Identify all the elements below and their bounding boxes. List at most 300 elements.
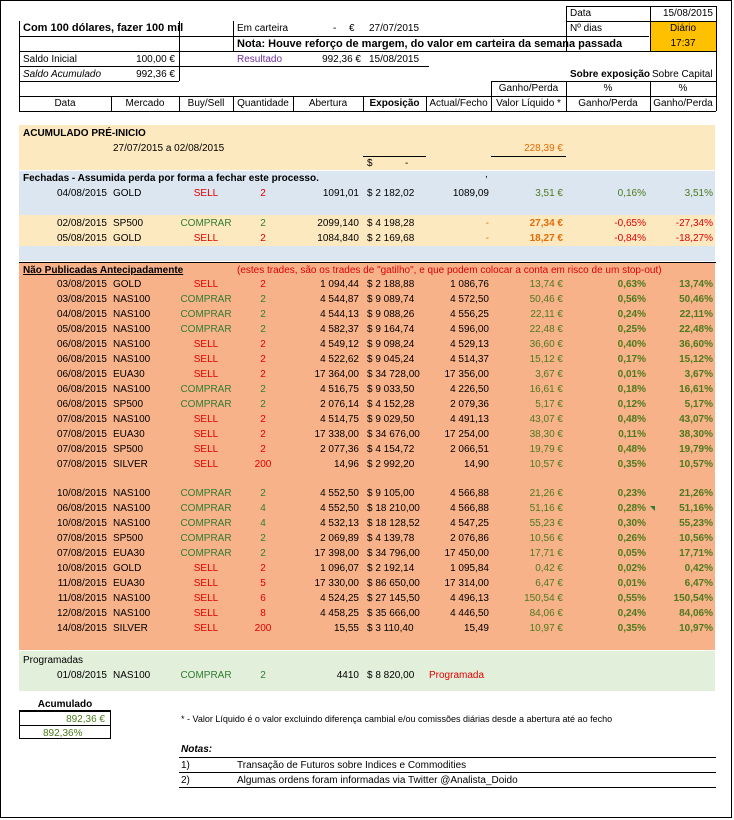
acumulado-label: Acumulado <box>37 699 93 710</box>
acumulado-pre-value: 228,39 € <box>524 143 563 154</box>
col-quantidade: Quantidade <box>237 98 289 109</box>
row-actual: 4 496,13 <box>450 593 489 604</box>
row-pct-exposicao: 0,55% <box>617 593 646 604</box>
comment-indicator <box>650 506 655 511</box>
row-date: 06/08/2015 <box>56 339 107 350</box>
programadas-date: 01/08/2015 <box>56 670 107 681</box>
row-abertura: 4 582,37 <box>320 324 359 335</box>
row-quantity: 2 <box>260 294 266 305</box>
row-pct-capital: 43,07% <box>679 414 713 425</box>
row-side: SELL <box>193 563 219 574</box>
table-row <box>1 457 734 472</box>
row-abertura: 17 398,00 <box>314 548 359 559</box>
sobre-exposicao-label: Sobre exposição <box>570 69 651 80</box>
row-actual: 4 529,13 <box>450 339 489 350</box>
row-pct-capital: 19,79% <box>679 444 713 455</box>
row-actual: 4 226,50 <box>450 384 489 395</box>
row-date: 10/08/2015 <box>56 518 107 529</box>
row-actual: 2 066,51 <box>450 444 489 455</box>
row-quantity: 6 <box>260 593 266 604</box>
row-date: 05/08/2015 <box>56 324 107 335</box>
row-pct-capital: 10,56% <box>679 533 713 544</box>
row-market: SP500 <box>113 399 144 410</box>
row-side: SELL <box>193 429 219 440</box>
row-exposicao: $ 35 666,00 <box>367 608 420 619</box>
row-quantity: 2 <box>260 324 266 335</box>
row-pct-capital: 51,16% <box>679 503 713 514</box>
row-side: COMPRAR <box>180 533 232 544</box>
table-row <box>1 216 734 231</box>
row-market: NAS100 <box>113 309 151 320</box>
row-date: 10/08/2015 <box>56 563 107 574</box>
row-pct-exposicao: 0,24% <box>617 309 646 320</box>
table-row <box>1 397 734 412</box>
row-valor-liquido: 22,11 € <box>530 309 563 320</box>
table-row <box>1 292 734 307</box>
table-row <box>1 621 734 636</box>
row-side: SELL <box>193 608 219 619</box>
sobre-capital-label: Sobre Capital <box>652 69 713 80</box>
row-pct-capital: 50,46% <box>679 294 713 305</box>
fechadas-title: Fechadas - Assumida perda por forma a fechar este processo. <box>23 173 319 184</box>
row-market: GOLD <box>113 279 142 290</box>
row-actual: 4 566,88 <box>450 488 489 499</box>
row-exposicao: $ 34 728,00 <box>367 369 420 380</box>
row-pct-capital: 38,30% <box>679 429 713 440</box>
row-pct-exposicao: 0,01% <box>617 369 646 380</box>
row-pct-exposicao: 0,11% <box>618 429 646 440</box>
row-pct-exposicao: 0,35% <box>617 623 646 634</box>
table-row <box>1 561 734 576</box>
row-side: COMPRAR <box>180 503 232 514</box>
row-quantity: 2 <box>260 384 266 395</box>
row-market: NAS100 <box>113 384 151 395</box>
data-label: Data <box>570 8 592 19</box>
row-pct-exposicao: 0,30% <box>617 518 646 529</box>
row-market: EUA30 <box>113 429 145 440</box>
row-exposicao: $ 2 992,20 <box>367 459 415 470</box>
row-pct-exposicao: 0,24% <box>617 608 646 619</box>
row-market: NAS100 <box>113 503 151 514</box>
table-row <box>1 186 734 201</box>
row-quantity: 2 <box>260 563 266 574</box>
programadas-row <box>1 668 734 683</box>
row-quantity: 2 <box>260 218 266 229</box>
pct-exposicao-label: % <box>603 83 613 94</box>
row-side: COMPRAR <box>180 294 232 305</box>
row-date: 10/08/2015 <box>56 488 107 499</box>
row-exposicao: $ 4 152,28 <box>367 399 415 410</box>
table-row <box>1 367 734 382</box>
table-row <box>1 382 734 397</box>
row-quantity: 2 <box>260 488 266 499</box>
row-valor-liquido: 16,61 € <box>529 384 563 395</box>
table-row <box>1 442 734 457</box>
row-quantity: 2 <box>260 429 266 440</box>
row-valor-liquido: 43,07 € <box>529 414 563 425</box>
row-side: SELL <box>193 444 219 455</box>
diario-label: Diário <box>669 23 697 34</box>
saldo-inicial-value: 100,00 € <box>136 54 175 65</box>
row-side: COMPRAR <box>180 309 232 320</box>
row-exposicao: $ 9 033,50 <box>367 384 415 395</box>
row-abertura: 4 544,87 <box>320 294 359 305</box>
pct-capital-label: % <box>678 83 688 94</box>
row-exposicao: $ 9 105,00 <box>367 488 415 499</box>
row-market: NAS100 <box>113 518 151 529</box>
row-exposicao: $ 3 110,40 <box>367 623 414 634</box>
row-side: SELL <box>193 578 219 589</box>
row-pct-capital: 3,67% <box>684 369 713 380</box>
row-actual: - <box>485 218 489 229</box>
row-valor-liquido: 18,27 € <box>529 233 563 244</box>
row-quantity: 2 <box>260 414 266 425</box>
row-quantity: 2 <box>260 339 266 350</box>
table-row <box>1 231 734 246</box>
table-row <box>1 322 734 337</box>
nota-2-text: Algumas ordens foram informadas via Twitter @Analista_Doido <box>237 775 518 786</box>
col-ganho-perda-exp: Ganho/Perda <box>578 98 638 109</box>
row-actual: 4 572,50 <box>450 294 489 305</box>
row-date: 07/08/2015 <box>56 533 107 544</box>
row-market: GOLD <box>113 188 142 199</box>
row-abertura: 1 096,07 <box>320 563 359 574</box>
acumulado-pct: 892,36% <box>43 728 83 739</box>
row-abertura: 4 522,62 <box>320 354 359 365</box>
row-side: SELL <box>193 188 219 199</box>
row-market: GOLD <box>113 563 142 574</box>
sheet-title: Com 100 dólares, fazer 100 mil <box>23 22 184 34</box>
row-exposicao: $ 2 182,02 <box>367 188 415 199</box>
row-actual: 15,49 <box>463 623 489 634</box>
em-carteira-date: 27/07/2015 <box>369 23 420 34</box>
row-valor-liquido: 17,71 € <box>529 548 563 559</box>
row-date: 06/08/2015 <box>56 503 107 514</box>
row-market: NAS100 <box>113 593 151 604</box>
saldo-acumulado-value: 992,36 € <box>136 69 175 80</box>
row-exposicao: $ 2 188,88 <box>367 279 415 290</box>
row-abertura: 4 514,75 <box>320 414 359 425</box>
row-valor-liquido: 50,46 € <box>529 294 563 305</box>
row-pct-capital: -18,27% <box>675 233 713 244</box>
row-quantity: 2 <box>260 369 266 380</box>
row-valor-liquido: 38,30 € <box>529 429 563 440</box>
table-row <box>1 591 734 606</box>
row-valor-liquido: 5,17 € <box>535 399 563 410</box>
programadas-exp: $ 8 820,00 <box>367 670 415 681</box>
row-valor-liquido: 10,56 € <box>529 533 563 544</box>
row-quantity: 4 <box>260 503 266 514</box>
row-valor-liquido: 10,97 € <box>529 623 563 634</box>
row-actual: 2 076,86 <box>450 533 489 544</box>
table-row <box>1 412 734 427</box>
resultado-value: 992,36 € <box>322 54 361 65</box>
row-valor-liquido: 51,16 € <box>529 503 563 514</box>
row-actual: 4 491,13 <box>450 414 489 425</box>
row-side: COMPRAR <box>180 218 232 229</box>
ndias-label: Nº dias <box>570 23 602 34</box>
row-actual: 17 450,00 <box>444 548 489 559</box>
acumulado-pre-range: 27/07/2015 a 02/08/2015 <box>113 143 225 154</box>
row-quantity: 4 <box>260 518 266 529</box>
row-quantity: 2 <box>260 188 266 199</box>
row-pct-capital: 10,57% <box>679 459 713 470</box>
row-pct-exposicao: -0,65% <box>614 218 646 229</box>
row-side: SELL <box>193 233 219 244</box>
row-pct-capital: 10,97% <box>679 623 713 634</box>
row-pct-exposicao: 0,12% <box>617 399 646 410</box>
row-valor-liquido: 21,26 € <box>529 488 563 499</box>
programadas-title: Programadas <box>23 655 84 666</box>
row-date: 03/08/2015 <box>56 279 107 290</box>
row-side: COMPRAR <box>180 548 232 559</box>
table-row <box>1 576 734 591</box>
resultado-label: Resultado <box>237 54 283 65</box>
row-valor-liquido: 13,74 € <box>529 279 563 290</box>
row-pct-capital: -27,34% <box>675 218 713 229</box>
row-quantity: 2 <box>260 548 266 559</box>
col-actual-fecho: Actual/Fecho <box>429 98 488 109</box>
row-quantity: 200 <box>254 459 272 470</box>
row-market: EUA30 <box>113 369 145 380</box>
row-market: EUA30 <box>113 578 145 589</box>
row-valor-liquido: 6,47 € <box>535 578 563 589</box>
row-market: NAS100 <box>113 354 151 365</box>
row-quantity: 2 <box>260 233 266 244</box>
row-date: 11/08/2015 <box>57 593 107 604</box>
col-data: Data <box>54 98 76 109</box>
row-exposicao: $ 9 088,26 <box>367 309 415 320</box>
row-pct-exposicao: 0,25% <box>617 324 646 335</box>
row-actual: 1089,09 <box>452 188 489 199</box>
row-pct-capital: 6,47% <box>684 578 713 589</box>
col-mercado: Mercado <box>125 98 165 109</box>
data-value: 15/08/2015 <box>662 8 713 19</box>
row-abertura: 1 094,44 <box>320 279 359 290</box>
row-quantity: 200 <box>254 623 272 634</box>
row-actual: 4 547,25 <box>450 518 489 529</box>
row-pct-capital: 55,23% <box>679 518 713 529</box>
row-pct-capital: 17,71% <box>679 548 713 559</box>
row-actual: - <box>485 233 489 244</box>
row-side: SELL <box>193 459 219 470</box>
row-exposicao: $ 9 164,74 <box>367 324 415 335</box>
row-abertura: 2 069,89 <box>320 533 359 544</box>
row-actual: 4 556,25 <box>450 309 489 320</box>
row-pct-capital: 22,48% <box>679 324 713 335</box>
acumulado-pre-dollar: $ <box>367 158 373 169</box>
row-date: 06/08/2015 <box>56 399 107 410</box>
row-abertura: 4 552,50 <box>320 503 359 514</box>
row-date: 07/08/2015 <box>56 548 107 559</box>
footnote: * - Valor Líquido é o valor excluindo diferença cambial e/ou comissões diárias desde a abertura até ao fecho <box>181 714 613 724</box>
em-carteira-label: Em carteira <box>237 23 289 34</box>
row-exposicao: $ 18 210,00 <box>367 503 420 514</box>
nao-publicadas-title: Não Publicadas Antecipadamente <box>23 265 184 276</box>
acumulado-pre-title: ACUMULADO PRÉ-INICIO <box>23 128 146 139</box>
row-valor-liquido: 0,42 € <box>535 563 563 574</box>
programadas-status: Programada <box>429 670 485 681</box>
row-date: 07/08/2015 <box>56 444 107 455</box>
row-market: SILVER <box>113 459 148 470</box>
row-abertura: 4 552,50 <box>320 488 359 499</box>
row-abertura: 17 338,00 <box>314 429 359 440</box>
row-pct-exposicao: 0,16% <box>617 188 646 199</box>
row-pct-capital: 84,06% <box>679 608 713 619</box>
row-abertura: 2099,140 <box>317 218 359 229</box>
nota-1-text: Transação de Futuros sobre Indices e Commodities <box>237 760 467 771</box>
nao-publicadas-note: (estes trades, são os trades de "gatilho", e que podem colocar a conta em risco de um stop-out) <box>237 265 662 276</box>
saldo-inicial-label: Saldo Inicial <box>23 54 77 65</box>
row-date: 12/08/2015 <box>56 608 107 619</box>
table-row <box>1 531 734 546</box>
row-pct-capital: 13,74% <box>679 279 713 290</box>
row-side: SELL <box>193 354 219 365</box>
row-side: SELL <box>193 339 219 350</box>
table-row <box>1 277 734 292</box>
row-actual: 1 095,84 <box>450 563 489 574</box>
row-date: 07/08/2015 <box>56 414 107 425</box>
acumulado-value: 892,36 € <box>66 714 105 725</box>
row-abertura: 2 077,36 <box>320 444 359 455</box>
row-valor-liquido: 10,57 € <box>529 459 563 470</box>
row-abertura: 17 364,00 <box>314 369 359 380</box>
row-quantity: 2 <box>260 444 266 455</box>
row-abertura: 4 458,25 <box>320 608 359 619</box>
table-row <box>1 486 734 501</box>
row-exposicao: $ 27 145,50 <box>367 593 420 604</box>
row-date: 06/08/2015 <box>56 354 107 365</box>
row-exposicao: $ 9 045,24 <box>367 354 415 365</box>
fechadas-tick: , <box>485 169 488 180</box>
row-side: COMPRAR <box>180 324 232 335</box>
acumulado-pre-dash: - <box>405 158 409 169</box>
row-valor-liquido: 150,54 € <box>524 593 563 604</box>
row-exposicao: $ 4 139,78 <box>367 533 415 544</box>
row-valor-liquido: 36,60 € <box>529 339 563 350</box>
row-pct-capital: 36,60% <box>679 339 713 350</box>
row-market: NAS100 <box>113 324 151 335</box>
table-row <box>1 606 734 621</box>
row-side: COMPRAR <box>180 384 232 395</box>
row-pct-exposicao: 0,40% <box>617 339 646 350</box>
resultado-date: 15/08/2015 <box>369 54 420 65</box>
row-abertura: 4 524,25 <box>320 593 359 604</box>
col-abertura: Abertura <box>308 98 348 109</box>
em-carteira-value: - <box>333 23 337 34</box>
row-side: SELL <box>193 414 219 425</box>
row-exposicao: $ 9 029,50 <box>367 414 415 425</box>
row-quantity: 5 <box>260 578 266 589</box>
row-pct-capital: 0,42% <box>684 563 713 574</box>
row-actual: 14,90 <box>463 459 489 470</box>
row-date: 07/08/2015 <box>56 459 107 470</box>
fechadas-blue-strip <box>19 246 715 261</box>
row-abertura: 15,55 <box>333 623 359 634</box>
row-actual: 4 566,88 <box>450 503 489 514</box>
row-actual: 4 596,00 <box>450 324 489 335</box>
row-market: SILVER <box>113 623 148 634</box>
row-side: SELL <box>193 623 219 634</box>
row-date: 11/08/2015 <box>57 578 107 589</box>
row-side: SELL <box>193 279 219 290</box>
row-market: EUA30 <box>113 548 145 559</box>
row-actual: 1 086,76 <box>450 279 489 290</box>
row-market: SP500 <box>113 533 144 544</box>
table-row <box>1 307 734 322</box>
row-valor-liquido: 27,34 € <box>529 218 563 229</box>
row-side: COMPRAR <box>180 488 232 499</box>
row-quantity: 2 <box>260 354 266 365</box>
ganho-perda-top-label: Ganho/Perda <box>498 83 559 94</box>
row-date: 06/08/2015 <box>56 369 107 380</box>
row-market: NAS100 <box>113 488 151 499</box>
row-market: SP500 <box>113 444 144 455</box>
row-exposicao: $ 86 650,00 <box>367 578 420 589</box>
row-abertura: 2 076,14 <box>320 399 359 410</box>
row-quantity: 2 <box>260 533 266 544</box>
row-exposicao: $ 9 089,74 <box>367 294 415 305</box>
row-quantity: 2 <box>260 279 266 290</box>
row-exposicao: $ 4 198,28 <box>367 218 415 229</box>
nota-2-number: 2) <box>181 775 190 786</box>
row-pct-exposicao: 0,56% <box>617 294 646 305</box>
row-pct-exposicao: 0,05% <box>617 548 646 559</box>
col-ganho-perda-cap: Ganho/Perda <box>653 98 713 109</box>
row-abertura: 1084,840 <box>317 233 359 244</box>
row-quantity: 2 <box>260 399 266 410</box>
em-carteira-currency: € <box>349 23 355 34</box>
row-exposicao: $ 4 154,72 <box>367 444 415 455</box>
row-pct-exposicao: 0,17% <box>617 354 646 365</box>
row-valor-liquido: 3,67 € <box>535 369 563 380</box>
row-date: 04/08/2015 <box>56 188 107 199</box>
row-market: NAS100 <box>113 294 151 305</box>
row-abertura: 4 549,12 <box>320 339 359 350</box>
programadas-market: NAS100 <box>113 670 151 681</box>
row-pct-capital: 15,12% <box>679 354 713 365</box>
row-abertura: 4 532,13 <box>320 518 359 529</box>
row-exposicao: $ 18 128,52 <box>367 518 420 529</box>
nota-text: Nota: Houve reforço de margem, do valor em carteira da semana passada <box>237 38 623 50</box>
row-date: 06/08/2015 <box>56 384 107 395</box>
row-side: SELL <box>193 593 219 604</box>
row-side: SELL <box>193 369 219 380</box>
table-row <box>1 337 734 352</box>
row-actual: 4 446,50 <box>450 608 489 619</box>
table-row <box>1 501 734 516</box>
row-pct-exposicao: -0,84% <box>614 233 646 244</box>
row-exposicao: $ 34 676,00 <box>367 429 420 440</box>
row-actual: 4 514,37 <box>450 354 489 365</box>
programadas-qty: 2 <box>260 670 266 681</box>
row-market: NAS100 <box>113 608 151 619</box>
row-abertura: 14,96 <box>333 459 359 470</box>
table-row <box>1 352 734 367</box>
row-valor-liquido: 3,51 € <box>535 188 563 199</box>
table-row <box>1 516 734 531</box>
row-pct-capital: 5,17% <box>684 399 713 410</box>
row-pct-exposicao: 0,23% <box>617 488 646 499</box>
row-pct-exposicao: 0,26% <box>617 533 646 544</box>
row-quantity: 2 <box>260 309 266 320</box>
col-exposicao: Exposição <box>369 98 420 109</box>
row-date: 03/08/2015 <box>56 294 107 305</box>
row-pct-capital: 21,26% <box>679 488 713 499</box>
row-pct-capital: 3,51% <box>684 188 713 199</box>
table-row <box>1 546 734 561</box>
row-market: GOLD <box>113 233 142 244</box>
